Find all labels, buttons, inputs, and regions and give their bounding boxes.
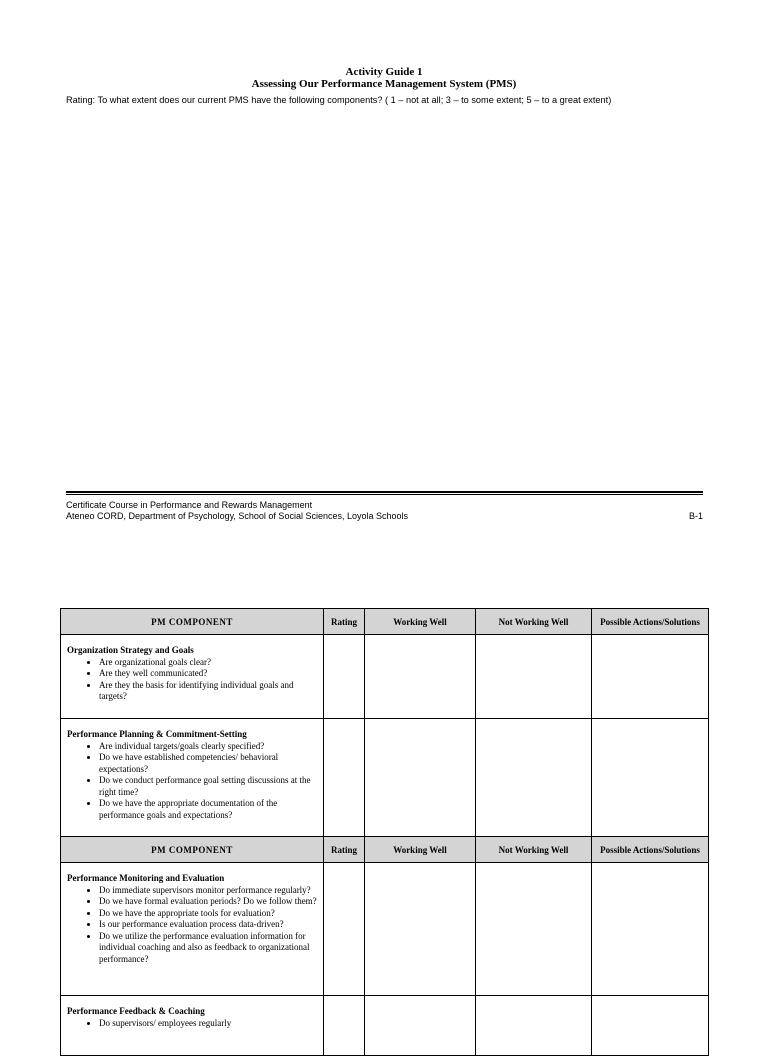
- list-item: • Do we have formal evaluation periods? Do we follow them?: [99, 896, 317, 908]
- component-cell: [61, 635, 324, 719]
- col-header-pm-component: PM COMPONENT: [61, 609, 324, 635]
- list-item: • Do we utilize the performance evaluation information for individual coaching and also as feedback to organizational performance?: [99, 931, 317, 966]
- col-header-pm-component: PM COMPONENT: [61, 837, 324, 863]
- col-header-working-well: Working Well: [365, 837, 476, 863]
- actions-cell[interactable]: [592, 863, 709, 996]
- not-working-well-cell[interactable]: [476, 996, 592, 1056]
- list-item: • Are individual targets/goals clearly specified?: [99, 741, 317, 753]
- footer-divider-thin: [66, 494, 703, 495]
- list-item: • Are they the basis for identifying individual goals and targets?: [99, 680, 317, 703]
- col-header-not-working-well: Not Working Well: [476, 837, 592, 863]
- col-header-possible-actions: Possible Actions/Solutions: [592, 837, 709, 863]
- list-item: • Do we conduct performance goal setting discussions at the right time?: [99, 775, 317, 798]
- component-cell: [61, 719, 324, 837]
- list-item: • Are organizational goals clear?: [99, 657, 317, 669]
- col-header-working-well: Working Well: [365, 609, 476, 635]
- actions-cell[interactable]: [592, 719, 709, 837]
- list-item: • Do we have established competencies/ behavioral expectations?: [99, 752, 317, 775]
- list-item: • Do supervisors/ employees regularly: [99, 1018, 317, 1030]
- list-item: • Is our performance evaluation process data-driven?: [99, 919, 317, 931]
- not-working-well-cell[interactable]: [476, 719, 592, 837]
- section-title: Performance Planning & Commitment-Setting: [67, 729, 247, 739]
- list-item: • Are they well communicated?: [99, 668, 317, 680]
- rating-cell[interactable]: [324, 719, 365, 837]
- document-title: Assessing Our Performance Management System (PMS): [251, 78, 517, 90]
- activity-guide-title: Activity Guide 1: [345, 66, 423, 78]
- footer-institution: Ateneo CORD, Department of Psychology, School of Social Sciences, Loyola Schools: [66, 511, 409, 521]
- actions-cell[interactable]: [592, 996, 709, 1056]
- rating-cell[interactable]: [324, 635, 365, 719]
- table-row: [61, 996, 709, 1056]
- section-title: Performance Feedback & Coaching: [67, 1006, 205, 1016]
- footer-course: Certificate Course in Performance and Rewards Management: [66, 500, 313, 510]
- col-header-not-working-well: Not Working Well: [476, 609, 592, 635]
- list-item: • Do immediate supervisors monitor performance regularly?: [99, 885, 317, 897]
- page-number: B-1: [688, 511, 703, 521]
- not-working-well-cell[interactable]: [476, 635, 592, 719]
- col-header-possible-actions: Possible Actions/Solutions: [592, 609, 709, 635]
- rating-instructions: Rating: To what extent does our current PMS have the following components? ( 1 – not at all; 3 – to some extent; 5 – to a great extent): [66, 95, 612, 105]
- list-item: • Do we have the appropriate tools for evaluation?: [99, 908, 317, 920]
- working-well-cell[interactable]: [365, 996, 476, 1056]
- working-well-cell[interactable]: [365, 863, 476, 996]
- working-well-cell[interactable]: [365, 635, 476, 719]
- working-well-cell[interactable]: [365, 719, 476, 837]
- table-header-row: [61, 837, 709, 863]
- col-header-rating: Rating: [324, 837, 365, 863]
- rating-cell[interactable]: [324, 996, 365, 1056]
- rating-cell[interactable]: [324, 863, 365, 996]
- pms-assessment-table: [60, 608, 709, 1056]
- footer-divider: [66, 491, 703, 493]
- table-row: [61, 863, 709, 996]
- table-header-row: [61, 609, 709, 635]
- list-item: • Do we have the appropriate documentation of the performance goals and expectations?: [99, 798, 317, 821]
- page-footer: [66, 500, 703, 522]
- section-title: Organization Strategy and Goals: [67, 645, 194, 655]
- component-cell: [61, 863, 324, 996]
- actions-cell[interactable]: [592, 635, 709, 719]
- section-title: Performance Monitoring and Evaluation: [67, 873, 225, 883]
- table-row: [61, 635, 709, 719]
- table-row: [61, 719, 709, 837]
- component-cell: [61, 996, 324, 1056]
- col-header-rating: Rating: [324, 609, 365, 635]
- not-working-well-cell[interactable]: [476, 863, 592, 996]
